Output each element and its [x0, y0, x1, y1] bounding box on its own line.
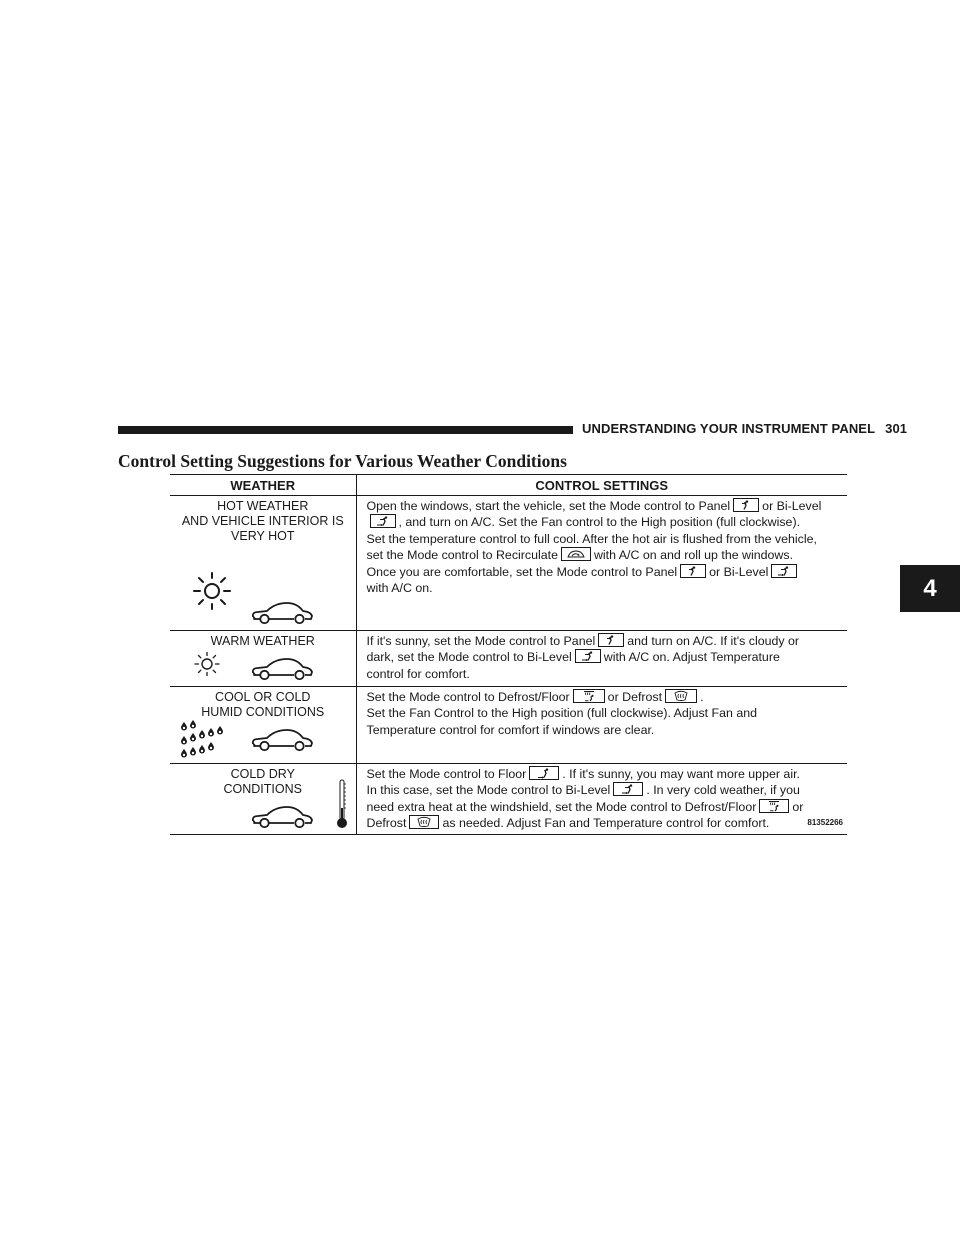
- settings-cell: [356, 631, 847, 687]
- defrost-mode-icon: [665, 689, 697, 703]
- weather-header: WEATHER: [170, 475, 356, 496]
- panel-mode-icon: [680, 564, 706, 578]
- thermometer-icon: [335, 778, 349, 830]
- defrost-floor-mode-icon: [573, 689, 605, 703]
- weather-cell: [170, 687, 356, 764]
- control-settings-header: CONTROL SETTINGS: [356, 475, 847, 496]
- floor-mode-icon: [529, 766, 559, 780]
- defrost-floor-mode-icon: [759, 799, 789, 813]
- bilevel-mode-icon: [613, 782, 643, 796]
- weather-label: WARM WEATHER: [210, 634, 315, 648]
- car-icon: [249, 656, 315, 682]
- small-sun-icon: [192, 651, 222, 677]
- bilevel-mode-icon: [370, 514, 396, 528]
- table-row: [170, 687, 847, 764]
- weather-label: HOT WEATHER AND VEHICLE INTERIOR IS VERY HOT: [181, 499, 344, 543]
- settings-text: Set the Mode control to Defrost/Floor or Defrost . Set the Fan Control to the High position (full clockwise). Adjust Fan and Temperature control for comfort if windows are clear.: [366, 690, 758, 737]
- recirculate-icon: [561, 547, 591, 561]
- weather-cell: [170, 764, 356, 835]
- settings-cell: [356, 764, 847, 835]
- header-title: UNDERSTANDING YOUR INSTRUMENT PANEL: [582, 421, 876, 436]
- table-row: [170, 496, 847, 631]
- sun-icon: [188, 571, 234, 611]
- settings-cell: [356, 496, 847, 631]
- page-number: 301: [885, 421, 908, 436]
- table-row: [170, 631, 847, 687]
- settings-text: Set the Mode control to Floor . If it's sunny, you may want more upper air. In this case, set the Mode control to Bi-Level . In very cold weather, if you need extra heat at the windshield, set the Mode control to Defrost/Floor or Defrost as needed. Adjust Fan and Temperature control for comfort.: [366, 767, 804, 831]
- weather-cell: [170, 631, 356, 687]
- settings-cell: [356, 687, 847, 764]
- settings-text: If it's sunny, set the Mode control to Panel and turn on A/C. If it's cloudy or dark, set the Mode control to Bi-Level with A/C on. Adjust Temperature control for comfort.: [366, 634, 800, 681]
- section-title: Control Setting Suggestions for Various Weather Conditions: [118, 451, 567, 471]
- car-icon: [249, 600, 315, 626]
- control-settings-table: [170, 474, 847, 835]
- table-row: [170, 764, 847, 835]
- bilevel-mode-icon: [575, 649, 601, 663]
- chapter-tab: 4: [900, 565, 960, 612]
- panel-mode-icon: [733, 498, 759, 512]
- bilevel-mode-icon: [771, 564, 797, 578]
- table-header-row: [170, 475, 847, 496]
- weather-cell: [170, 496, 356, 631]
- car-icon: [249, 804, 315, 830]
- weather-label: COLD DRY CONDITIONS: [223, 767, 302, 796]
- car-icon: [249, 727, 315, 753]
- weather-label: COOL OR COLD HUMID CONDITIONS: [201, 690, 325, 719]
- raindrops-icon: [178, 719, 226, 761]
- header-bar: [118, 426, 573, 434]
- defrost-mode-icon: [409, 815, 439, 829]
- running-header: [582, 421, 907, 436]
- panel-mode-icon: [598, 633, 624, 647]
- figure-code: 81352266: [807, 818, 843, 828]
- settings-text: Open the windows, start the vehicle, set the Mode control to Panel or Bi-Level , and turn on A/C. Set the Fan control to the High position (full clockwise). Set the temperature control to full cool. After the hot air is flushed from the vehicle, set the Mode control to Recirculate with A/C on and roll up the windows. Once you are comfortable, set the Mode control to Panel or Bi-Level with A/C on.: [366, 499, 822, 596]
